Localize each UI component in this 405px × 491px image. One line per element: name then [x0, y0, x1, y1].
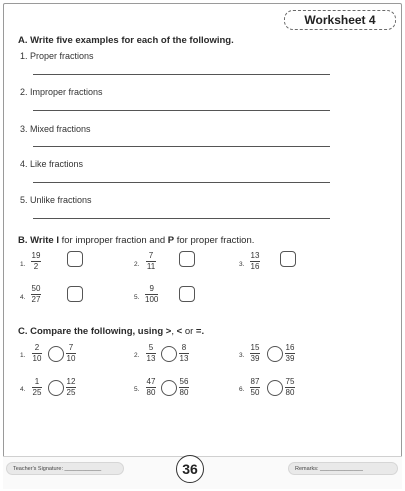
c-item-5-right: 56 80 — [179, 377, 189, 397]
section-a-item-2: 2. Improper fractions — [20, 87, 103, 97]
b-item-3-fraction: 13 16 — [250, 251, 260, 271]
c-compare-circle-5[interactable] — [161, 380, 177, 396]
b-item-4-number: 4. — [20, 294, 26, 301]
b-answer-box-1[interactable] — [67, 251, 83, 267]
c-item-1-left: 2 10 — [32, 343, 42, 363]
section-a-heading: A. Write five examples for each of the following. — [18, 35, 234, 46]
c-item-6-right: 75 80 — [285, 377, 295, 397]
section-a-item-5: 5. Unlike fractions — [20, 195, 92, 205]
answer-line-5[interactable] — [33, 218, 330, 219]
section-b-heading: B. Write I for improper fraction and P for proper fraction. — [18, 235, 255, 246]
c-compare-circle-1[interactable] — [48, 346, 64, 362]
c-item-6-left: 87 50 — [250, 377, 260, 397]
b-answer-box-5[interactable] — [179, 286, 195, 302]
worksheet-title: Worksheet 4 — [284, 10, 396, 30]
b-answer-box-3[interactable] — [280, 251, 296, 267]
c-compare-circle-3[interactable] — [267, 346, 283, 362]
c-item-2-left: 5 13 — [146, 343, 156, 363]
c-item-3-left: 15 39 — [250, 343, 260, 363]
c-item-1-number: 1. — [20, 352, 26, 359]
b-item-2-fraction: 7 11 — [146, 251, 156, 271]
b-answer-box-2[interactable] — [179, 251, 195, 267]
section-c-heading: C. Compare the following, using >, < or =. — [18, 326, 205, 337]
b-item-2-number: 2. — [134, 261, 140, 268]
c-item-3-right: 16 39 — [285, 343, 295, 363]
c-item-4-right: 12 25 — [66, 377, 76, 397]
b-answer-box-4[interactable] — [67, 286, 83, 302]
remarks-field[interactable]: Remarks: ______________ — [288, 462, 398, 475]
section-a-item-1: 1. Proper fractions — [20, 51, 94, 61]
b-item-5-fraction: 9 100 — [145, 284, 159, 304]
b-item-1-number: 1. — [20, 261, 26, 268]
c-compare-circle-4[interactable] — [48, 380, 64, 396]
c-item-5-number: 5. — [134, 386, 140, 393]
c-item-3-number: 3. — [239, 352, 245, 359]
c-item-4-number: 4. — [20, 386, 26, 393]
answer-line-3[interactable] — [33, 146, 330, 147]
teacher-signature-field[interactable]: Teacher's Signature: ____________ — [6, 462, 124, 475]
b-item-1-fraction: 19 2 — [31, 251, 41, 271]
b-item-4-fraction: 50 27 — [31, 284, 41, 304]
worksheet-page — [3, 3, 402, 489]
section-a-item-3: 3. Mixed fractions — [20, 124, 91, 134]
section-a-item-4: 4. Like fractions — [20, 159, 84, 169]
c-item-4-left: 1 25 — [32, 377, 42, 397]
c-item-2-number: 2. — [134, 352, 140, 359]
b-item-3-number: 3. — [239, 261, 245, 268]
answer-line-1[interactable] — [33, 74, 330, 75]
answer-line-2[interactable] — [33, 110, 330, 111]
c-item-2-right: 8 13 — [179, 343, 189, 363]
answer-line-4[interactable] — [33, 182, 330, 183]
c-item-5-left: 47 80 — [146, 377, 156, 397]
page-number: 36 — [176, 455, 204, 483]
c-item-6-number: 6. — [239, 386, 245, 393]
b-item-5-number: 5. — [134, 294, 140, 301]
c-compare-circle-2[interactable] — [161, 346, 177, 362]
c-compare-circle-6[interactable] — [267, 380, 283, 396]
c-item-1-right: 7 10 — [66, 343, 76, 363]
